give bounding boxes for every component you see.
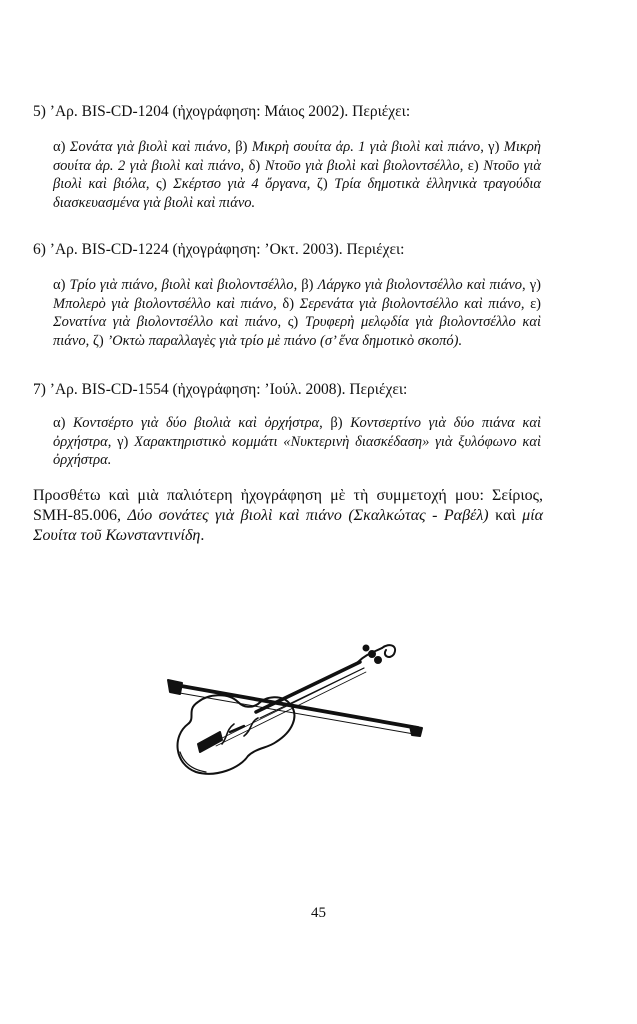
item-mark: α) [53, 415, 74, 431]
work-title: Μικρὴ σουίτα ἀρ. 1 γιὰ βιολὶ καὶ πιάνο [251, 139, 481, 155]
item-mark: ς) [287, 314, 305, 330]
work-title: Τρυφερὴ μελῳδία γιὰ βιολοντσέλλο καὶ πιάνο [53, 314, 541, 349]
entry-5-header: 5) ’Αρ. BIS-CD-1204 (ἠχογράφηση: Μάιος 2002). Περιέχει: [33, 103, 411, 120]
page-number: 45 [311, 905, 326, 921]
entry-6-contents: α) Τρίο γιὰ πιάνο, βιολὶ καὶ βιολοντσέλλο, β) Λάργκο γιὰ βιολοντσέλλο καὶ πιάνο, γ) Μπολερὸ γιὰ βιολοντσέλλο καὶ πιάνο, δ) Σερενάτα γιὰ βιολοντσέλλο καὶ πιάνο, ε) Σονατίνα γιὰ βιολοντσέλλο καὶ πιάνο, ς) Τρυφερὴ μελῳδία γιὰ βιολοντσέλλο καὶ πιάνο, ζ) ’Οκτὼ παραλλαγὲς γιὰ τρίο μὲ πιάνο (σ’ ἕνα δημοτικὸ σκοπό). [53, 277, 542, 349]
item-mark: ζ) [316, 176, 335, 192]
item-mark: β) [301, 277, 318, 293]
work-title: Τρία δημοτικὰ ἑλληνικὰ τραγούδια διασκευασμένα γιὰ βιολὶ καὶ πιάνο. [53, 176, 542, 211]
closing-paragraph: Προσθέτω καὶ μιὰ παλιότερη ἠχογράφηση μὲ τὴ συμμετοχή μου: Σείριος, SMH-85.006, Δύο σονάτες γιὰ βιολὶ καὶ πιάνο (Σκαλκώτας - Ραβέλ) καὶ μία Σουίτα τοῦ Κωνσταντινίδη. [33, 487, 544, 544]
work-title: Κοντσερτίνο γιὰ δύο πιάνα καὶ ὀρχήστρα [53, 415, 541, 450]
item-mark: ζ) [92, 332, 108, 349]
recording-title: Δύο σονάτες γιὰ βιολὶ καὶ πιάνο (Σκαλκώτας - Ραβέλ) [127, 507, 489, 524]
item-mark: ε) [530, 295, 542, 312]
work-title: Ντοῦο γιὰ βιολὶ καὶ βιολοντσέλλο [264, 157, 460, 174]
item-mark: β) [330, 415, 351, 431]
work-title: Τρίο γιὰ πιάνο, βιολὶ καὶ βιολοντσέλλο [69, 277, 294, 293]
entry-7-header: 7) ’Αρ. BIS-CD-1554 (ἠχογράφηση: ’Ιούλ. 2008). Περιέχει: [33, 381, 408, 398]
work-title: ’Οκτὼ παραλλαγὲς γιὰ τρίο μὲ πιάνο (σ’ ἕνα δημοτικὸ σκοπό). [107, 332, 463, 349]
recording-title: μία Σουίτα τοῦ Κωνσταντινίδη [33, 507, 544, 544]
item-mark: γ) [529, 277, 542, 293]
item-mark: α) [53, 277, 70, 293]
entry-6-header: 6) ’Αρ. BIS-CD-1224 (ἠχογράφηση: ’Οκτ. 2003). Περιέχει: [33, 241, 405, 258]
work-title: Σερενάτα γιὰ βιολοντσέλλο καὶ πιάνο [299, 295, 521, 312]
work-title: Σκέρτσο γιὰ 4 ὄργανα [173, 176, 307, 192]
item-mark: ς) [156, 176, 174, 192]
item-mark: ε) [467, 157, 484, 174]
work-title: Σονατίνα γιὰ βιολοντσέλλο καὶ πιάνο [53, 314, 278, 330]
entry-5-contents: α) Σονάτα γιὰ βιολὶ καὶ πιάνο, β) Μικρὴ σουίτα ἀρ. 1 γιὰ βιολὶ καὶ πιάνο, γ) Μικρὴ σουίτα ἀρ. 2 γιὰ βιολὶ καὶ πιάνο, δ) Ντοῦο γιὰ βιολὶ καὶ βιολοντσέλλο, ε) Ντοῦο γιὰ βιολὶ καὶ βιόλα, ς) Σκέρτσο γιὰ 4 ὄργανα, ζ) Τρία δημοτικὰ ἑλληνικὰ τραγούδια διασκευασμένα γιὰ βιολὶ καὶ πιάνο. [53, 139, 542, 211]
work-title: Χαρακτηριστικὸ κομμάτι «Νυκτερινὴ διασκέδαση» γιὰ ξυλόφωνο καὶ ὀρχήστρα. [53, 433, 541, 468]
violin-icon [160, 632, 430, 782]
work-title: Ντοῦο γιὰ βιολὶ καὶ βιόλα [53, 157, 542, 192]
work-title: Κοντσέρτο γιὰ δύο βιολιὰ καὶ ὀρχήστρα [73, 415, 320, 431]
work-title: Μικρὴ σουίτα ἀρ. 2 γιὰ βιολὶ καὶ πιάνο [53, 139, 541, 174]
work-title: Λάργκο γιὰ βιολοντσέλλο καὶ πιάνο [317, 277, 523, 293]
item-mark: α) [53, 139, 70, 155]
item-mark: γ) [117, 433, 135, 450]
work-title: Μπολερὸ γιὰ βιολοντσέλλο καὶ πιάνο [53, 295, 274, 312]
item-mark: β) [235, 139, 252, 155]
item-mark: δ) [282, 295, 300, 312]
item-mark: γ) [488, 139, 504, 155]
work-title: Σονάτα γιὰ βιολὶ καὶ πιάνο [69, 139, 228, 155]
entry-7-contents: α) Κοντσέρτο γιὰ δύο βιολιὰ καὶ ὀρχήστρα, β) Κοντσερτίνο γιὰ δύο πιάνα καὶ ὀρχήστρα, γ) Χαρακτηριστικὸ κομμάτι «Νυκτερινὴ διασκέδαση» γιὰ ξυλόφωνο καὶ ὀρχήστρα. [53, 415, 541, 468]
item-mark: δ) [248, 157, 265, 174]
